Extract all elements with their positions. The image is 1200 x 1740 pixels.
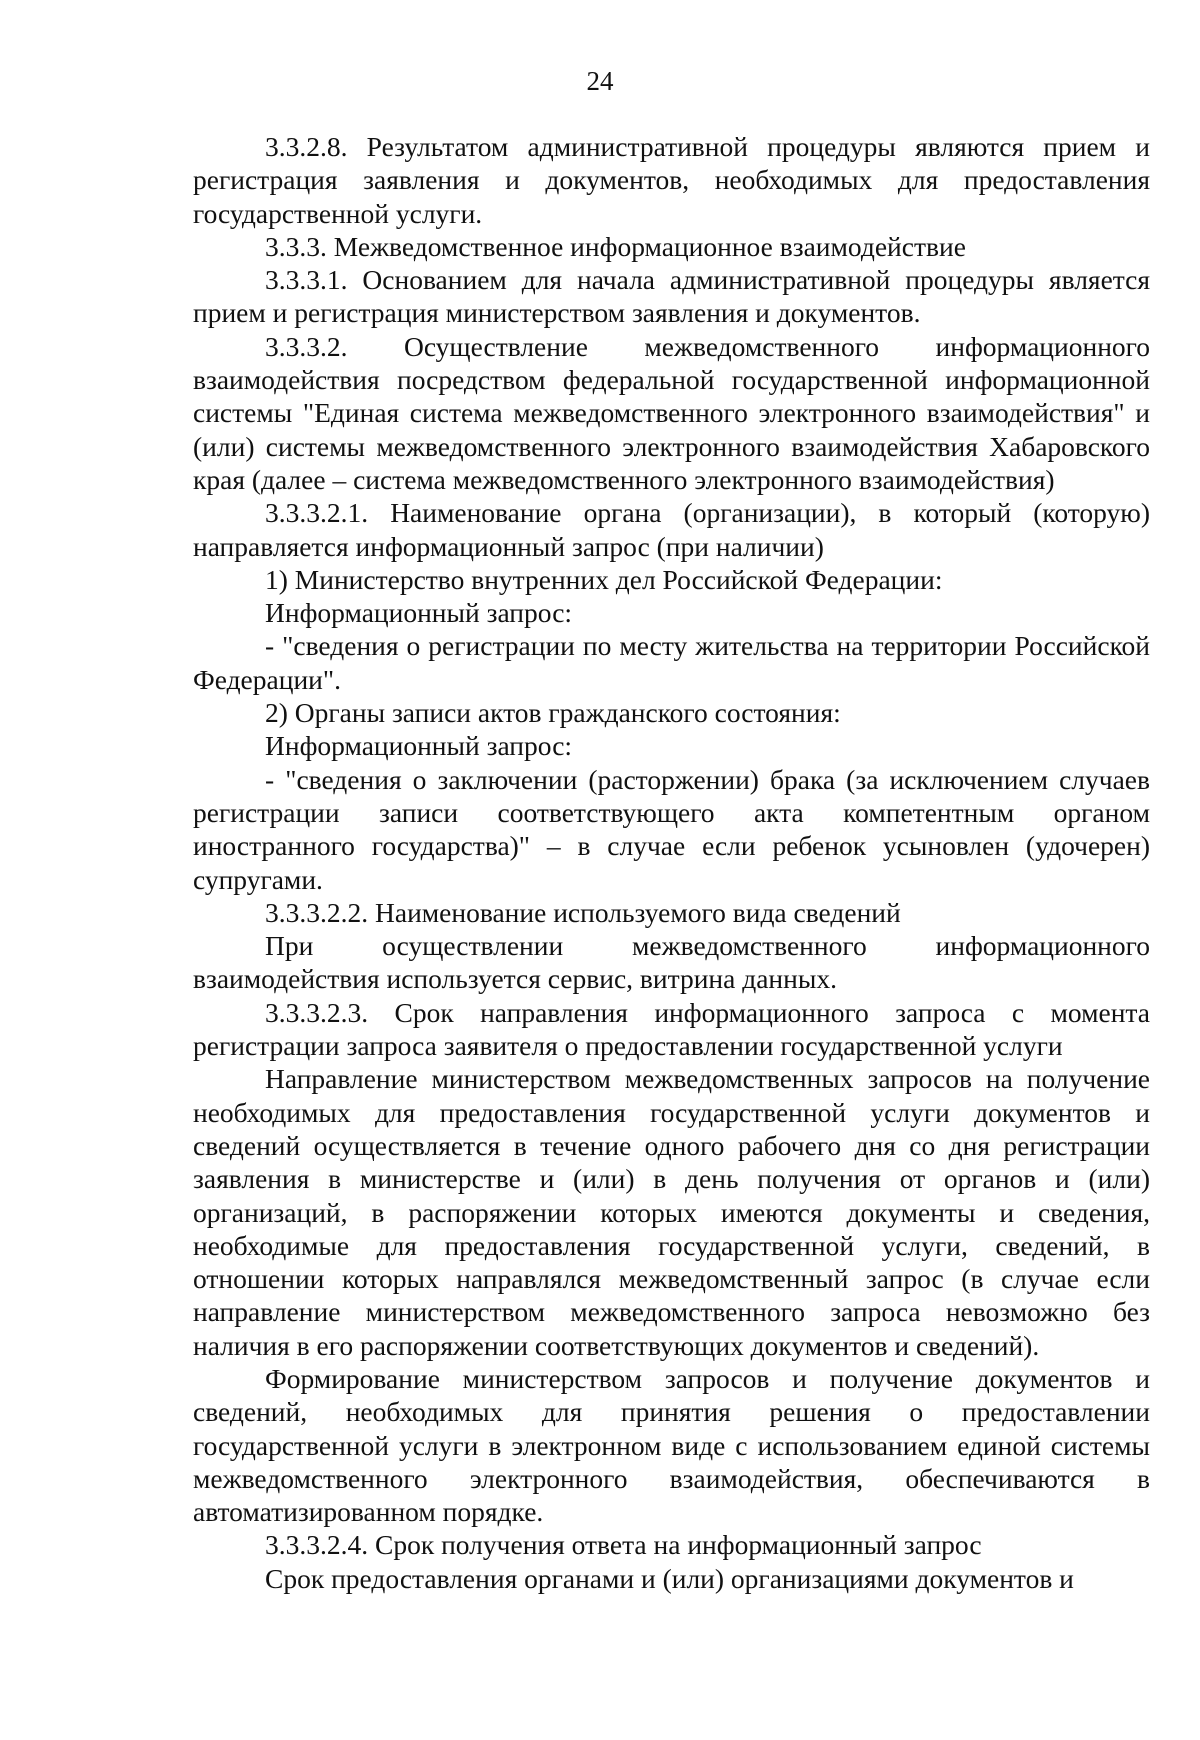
- paragraph-3-3-3-2-1: 3.3.3.2.1. Наименование органа (организации), в который (которую) направляется информационный запрос (при наличии): [193, 497, 1150, 562]
- paragraph-3-3-3-2-3: 3.3.3.2.3. Срок направления информационного запроса с момента регистрации запроса заявителя о предоставлении государственной услуги: [193, 996, 1150, 1062]
- request-item-2: - "сведения о заключении (расторжении) брака (за исключением случаев регистрации записи соответствующего акта компетентным органом иностранного государства)" – в случае если ребенок усыновлен (удочерен) супругами.: [193, 763, 1150, 895]
- section-heading-3-3-3: 3.3.3. Межведомственное информационное взаимодействие: [265, 230, 966, 262]
- paragraph-request-direction: Направление министерством межведомственных запросов на получение необходимых для предоставления государственной услуги документов и сведений осуществляется в течение одного рабочего дня со дня регистрации заявления в министерстве и (или) в день получения от органов и (или) организаций, в распоряжении которых имеются документы и сведения, необходимые для предоставления государственной услуги, сведений, в отношении которых направлялся межведомственный запрос (в случае если направление министерством межведомственного запроса невозможно без наличия в его распоряжении соответствующих документов и сведений).: [193, 1063, 1150, 1361]
- paragraph-3-3-3-2-2: 3.3.3.2.2. Наименование используемого вида сведений: [265, 896, 901, 928]
- paragraph-response-term: Срок предоставления органами и (или) организациями документов и: [265, 1562, 1074, 1594]
- request-item-1: - "сведения о регистрации по месту жительства на территории Российской Федерации".: [193, 630, 1150, 695]
- paragraph-3-3-2-8: 3.3.2.8. Результатом административной процедуры являются прием и регистрация заявления и документов, необходимых для предоставления государственной услуги.: [193, 131, 1150, 229]
- paragraph-service: При осуществлении межведомственного информационного взаимодействия используется сервис, витрина данных.: [193, 930, 1150, 995]
- document-body: [193, 130, 1150, 1595]
- request-label-1: Информационный запрос:: [265, 597, 573, 629]
- list-item-zags: 2) Органы записи актов гражданского состояния:: [265, 697, 841, 729]
- list-item-mvd: 1) Министерство внутренних дел Российской Федерации:: [265, 563, 943, 595]
- request-label-2: Информационный запрос:: [265, 730, 573, 762]
- paragraph-3-3-3-2: 3.3.3.2. Осуществление межведомственного информационного взаимодействия посредством федеральной государственной информационной системы "Единая система межведомственного электронного взаимодействия" и (или) системы межведомственного электронного взаимодействия Хабаровского края (далее – система межведомственного электронного взаимодействия): [193, 330, 1150, 495]
- paragraph-3-3-3-2-4: 3.3.3.2.4. Срок получения ответа на информационный запрос: [265, 1529, 982, 1561]
- paragraph-request-forming: Формирование министерством запросов и получение документов и сведений, необходимых для принятия решения о предоставлении государственной услуги в электронном виде с использованием единой системы межведомственного электронного взаимодействия, обеспечиваются в автоматизированном порядке.: [193, 1362, 1150, 1528]
- page-number: 24: [586, 66, 614, 96]
- paragraph-3-3-3-1: 3.3.3.1. Основанием для начала административной процедуры является прием и регистрация министерством заявления и документов.: [193, 264, 1150, 329]
